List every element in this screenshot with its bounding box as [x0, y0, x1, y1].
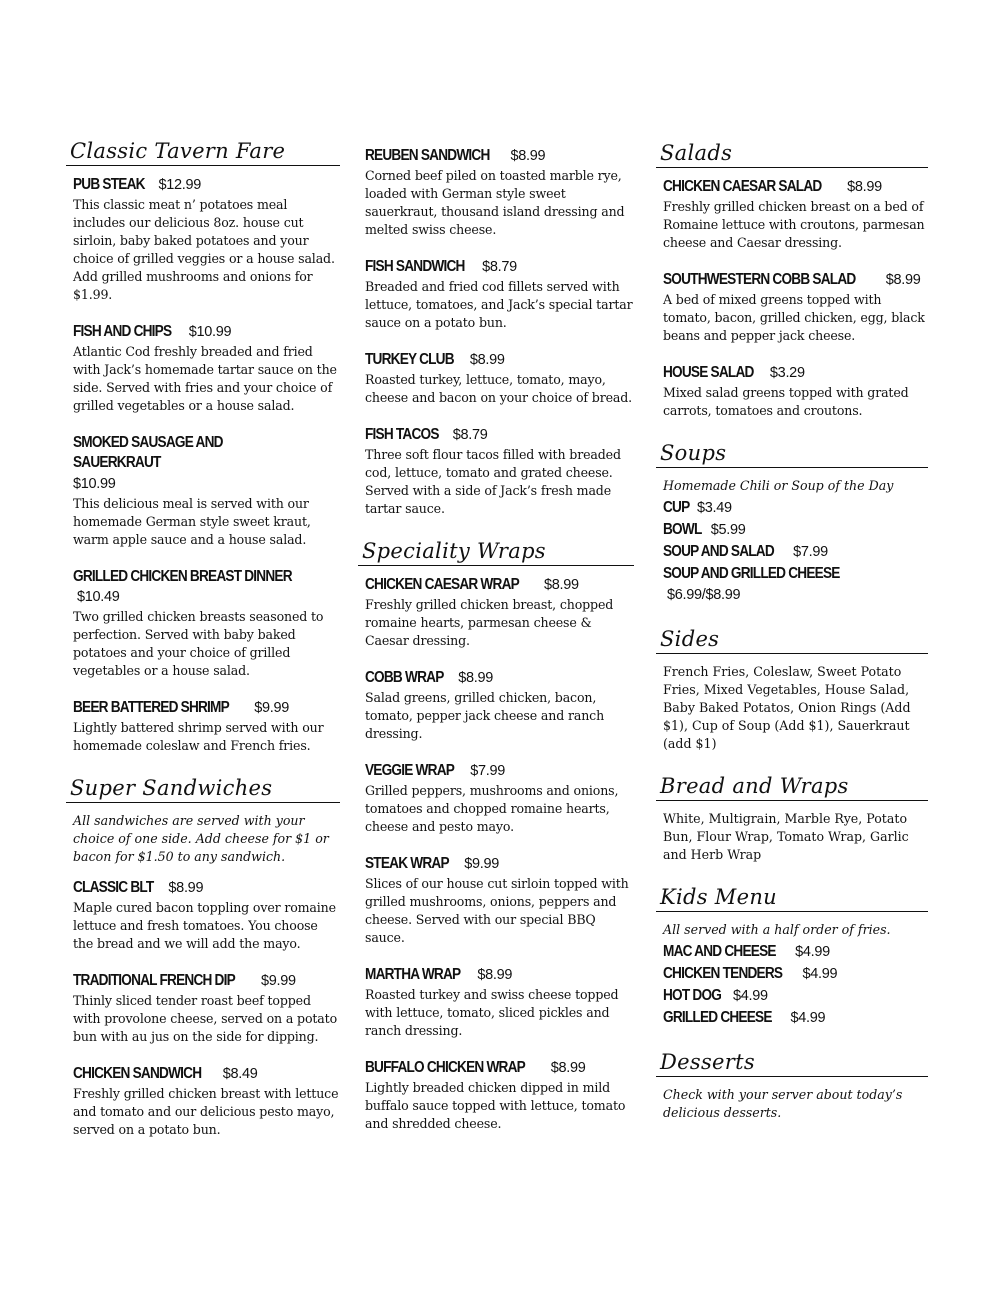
section-header	[656, 626, 928, 654]
item-name: CUP	[663, 499, 690, 516]
menu-item	[358, 854, 634, 947]
section-description: White, Multigrain, Marble Rye, Potato Bun, Flour Wrap, Tomato Wrap, Garlic and Herb Wrap	[663, 811, 909, 862]
item-name: PUB STEAK	[73, 176, 145, 193]
item-name: CHICKEN CAESAR SALAD	[663, 178, 822, 195]
section-title: Kids Menu	[660, 885, 777, 909]
item-name: TRADITIONAL FRENCH DIP	[73, 972, 235, 989]
section-title: Sides	[660, 627, 720, 651]
item-name: HOUSE SALAD	[663, 364, 754, 381]
menu-item	[656, 541, 928, 563]
item-name: SOUP AND SALAD	[663, 543, 774, 560]
item-name: FISH TACOS	[365, 426, 439, 443]
section-title: Desserts	[660, 1050, 755, 1074]
item-description: Grilled peppers, mushrooms and onions, tomatoes and chopped romaine hearts, cheese and pesto mayo.	[365, 783, 619, 834]
menu-item	[656, 519, 928, 541]
item-name: MAC AND CHEESE	[663, 943, 776, 960]
section-super-sandwiches	[66, 775, 340, 1139]
menu-item	[66, 698, 340, 755]
menu-column-middle	[358, 146, 634, 1153]
item-price: $8.99	[543, 577, 579, 593]
section-title: Super Sandwiches	[70, 776, 273, 800]
item-description: Atlantic Cod freshly breaded and fried with Jack’s homemade tartar sauce on the side. Served with fries and your choice of grilled vegetables or a house salad.	[73, 344, 337, 413]
section-description: French Fries, Coleslaw, Sweet Potato Fries, Mixed Vegetables, House Salad, Baby Baked Potatos, Onion Rings (Add $1), Cup of Soup (Add $1), Sauerkraut (add $1)	[663, 664, 911, 751]
item-price: $8.99	[477, 967, 513, 983]
item-description: This classic meat n’ potatoes meal includes our delicious 8oz. house cut sirloin, baby baked potatoes and your choice of grilled veggies or a house salad. Add grilled mushrooms and onions for $1.99.	[73, 197, 335, 302]
section-title: Bread and Wraps	[660, 774, 849, 798]
item-description: Two grilled chicken breasts seasoned to perfection. Served with baby baked potatoes and your choice of grilled vegetables or a house salad.	[73, 609, 324, 678]
item-name: STEAK WRAP	[365, 855, 449, 872]
section-header	[656, 140, 928, 168]
item-name: BEER BATTERED SHRIMP	[73, 699, 229, 716]
menu-item	[656, 563, 928, 606]
menu-item	[66, 1064, 340, 1139]
item-description: Freshly grilled chicken breast, chopped romaine hearts, parmesan cheese & Caesar dressing.	[365, 597, 614, 648]
item-name: CHICKEN TENDERS	[663, 965, 783, 982]
menu-item	[656, 177, 928, 252]
menu-item	[358, 668, 634, 743]
menu-item	[358, 257, 634, 332]
menu-item	[656, 363, 928, 420]
section-title: Speciality Wraps	[362, 539, 546, 563]
item-name: CHICKEN SANDWICH	[73, 1065, 202, 1082]
item-price: $9.99	[254, 700, 289, 716]
section-soups	[656, 440, 928, 606]
section-sides	[656, 626, 928, 753]
item-name: CLASSIC BLT	[73, 879, 154, 896]
item-description: Roasted turkey, lettuce, tomato, mayo, cheese and bacon on your choice of bread.	[365, 372, 633, 405]
item-price: $4.99	[790, 1010, 826, 1026]
item-price: $8.79	[482, 259, 517, 275]
menu-item	[656, 270, 928, 345]
item-name: HOT DOG	[663, 987, 722, 1004]
section-header	[66, 138, 340, 166]
menu-item	[66, 878, 340, 953]
item-price: $8.99	[885, 272, 921, 288]
item-description: Mixed salad greens topped with grated carrots, tomatoes and croutons.	[663, 385, 909, 418]
item-name: BUFFALO CHICKEN WRAP	[365, 1059, 525, 1076]
section-speciality-wraps	[358, 538, 634, 1133]
menu-item	[656, 963, 928, 985]
item-price: $8.99	[550, 1060, 586, 1076]
item-name: TURKEY CLUB	[365, 351, 454, 368]
item-name: MARTHA WRAP	[365, 966, 461, 983]
item-name: FISH SANDWICH	[365, 258, 465, 275]
menu-column-right	[656, 140, 928, 1142]
menu-item	[656, 497, 928, 519]
item-price: $8.99	[469, 352, 505, 368]
section-header	[656, 1049, 928, 1077]
item-price: $8.99	[510, 148, 546, 164]
menu-item	[656, 985, 928, 1007]
section-header	[656, 440, 928, 468]
item-name: SMOKED SAUSAGE AND SAUERKRAUT	[73, 434, 223, 471]
item-name: COBB WRAP	[365, 669, 444, 686]
menu-item	[66, 175, 340, 304]
menu-item	[358, 425, 634, 518]
menu-item	[66, 971, 340, 1046]
item-price: $4.99	[795, 944, 830, 960]
section-title: Classic Tavern Fare	[70, 139, 286, 163]
section-kids-menu	[656, 884, 928, 1029]
section-note: All served with a half order of fries.	[663, 922, 891, 937]
menu-item	[358, 965, 634, 1040]
item-description: Corned beef piled on toasted marble rye, loaded with German style sweet sauerkraut, thousand island dressing and melted swiss cheese.	[365, 168, 625, 237]
item-price: $4.99	[802, 966, 838, 982]
section-title: Soups	[660, 441, 727, 465]
menu-column-left	[66, 138, 340, 1159]
item-price: $8.79	[452, 427, 488, 443]
section-note: All sandwiches are served with your choice of one side. Add cheese for $1 or bacon for $1.50 to any sandwich.	[73, 813, 329, 864]
item-description: This delicious meal is served with our homemade German style sweet kraut, warm apple sauce and a house salad.	[73, 496, 311, 547]
item-description: Slices of our house cut sirloin topped with grilled mushrooms, onions, peppers and cheese. Served with our special BBQ sauce.	[365, 876, 629, 945]
item-description: Freshly grilled chicken breast on a bed of Romaine lettuce with croutons, parmesan cheese and Caesar dressing.	[663, 199, 925, 250]
item-price: $3.29	[769, 365, 805, 381]
section-header	[656, 884, 928, 912]
item-price: $9.99	[261, 973, 296, 989]
item-price: $12.99	[158, 177, 202, 193]
item-description: Roasted turkey and swiss cheese topped with lettuce, tomato, sliced pickles and ranch dressing.	[365, 987, 619, 1038]
menu-item	[66, 433, 340, 549]
item-price: $5.99	[710, 522, 746, 538]
section-header	[66, 775, 340, 803]
item-name: VEGGIE WRAP	[365, 762, 455, 779]
item-description: Salad greens, grilled chicken, bacon, tomato, pepper jack cheese and ranch dressing.	[365, 690, 605, 741]
item-description: Three soft flour tacos filled with breaded cod, lettuce, tomato and grated cheese. Served with a side of Jack’s fresh made tartar sauce.	[365, 447, 621, 516]
menu-item	[66, 567, 340, 680]
menu-item	[358, 1058, 634, 1133]
item-name: SOUP AND GRILLED CHEESE	[663, 565, 840, 582]
item-price: $6.99/$8.99	[667, 587, 741, 603]
item-name: CHICKEN CAESAR WRAP	[365, 576, 519, 593]
section-classic-tavern-fare	[66, 138, 340, 755]
menu-item	[358, 761, 634, 836]
item-name: BOWL	[663, 521, 702, 538]
item-description: Lightly battered shrimp served with our homemade coleslaw and French fries.	[73, 720, 324, 753]
item-price: $9.99	[464, 856, 499, 872]
menu-item	[358, 575, 634, 650]
item-price: $10.49	[77, 589, 120, 605]
item-name: FISH AND CHIPS	[73, 323, 172, 340]
item-price: $8.99	[458, 670, 493, 686]
item-price: $3.49	[697, 500, 732, 516]
item-price: $8.99	[168, 880, 204, 896]
item-price: $8.49	[222, 1066, 258, 1082]
section-header	[656, 773, 928, 801]
section-note: Check with your server about today’s delicious desserts.	[663, 1087, 903, 1120]
item-price: $10.99	[73, 476, 116, 492]
item-description: Freshly grilled chicken breast with lettuce and tomato and our delicious pesto mayo, served on a potato bun.	[73, 1086, 339, 1137]
item-name: GRILLED CHEESE	[663, 1009, 772, 1026]
menu-item	[656, 941, 928, 963]
item-name: SOUTHWESTERN COBB SALAD	[663, 271, 856, 288]
item-name: GRILLED CHICKEN BREAST DINNER	[73, 568, 292, 585]
section-salads	[656, 140, 928, 420]
item-name: REUBEN SANDWICH	[365, 147, 490, 164]
item-price: $8.99	[847, 179, 882, 195]
item-price: $4.99	[733, 988, 768, 1004]
item-description: Maple cured bacon toppling over romaine lettuce and fresh tomatoes. You choose the bread and we will add the mayo.	[73, 900, 336, 951]
item-description: A bed of mixed greens topped with tomato, bacon, grilled chicken, egg, black beans and pepper jack cheese.	[663, 292, 925, 343]
section-title: Salads	[660, 141, 733, 165]
section-desserts	[656, 1049, 928, 1122]
item-price: $10.99	[188, 324, 232, 340]
item-description: Thinly sliced tender roast beef topped with provolone cheese, served on a potato bun with au jus on the side for dipping.	[73, 993, 337, 1044]
item-price: $7.99	[793, 544, 828, 560]
section-bread-and-wraps	[656, 773, 928, 864]
menu-item	[358, 146, 634, 239]
item-price: $7.99	[470, 763, 505, 779]
section-sandwiches-continued	[358, 146, 634, 518]
section-note: Homemade Chili or Soup of the Day	[663, 478, 894, 493]
menu-item	[66, 322, 340, 415]
section-header	[358, 538, 634, 566]
item-description: Breaded and fried cod fillets served with lettuce, tomatoes, and Jack’s special tartar sauce on a potato bun.	[365, 279, 633, 330]
menu-item	[358, 350, 634, 407]
menu-item	[656, 1007, 928, 1029]
item-description: Lightly breaded chicken dipped in mild buffalo sauce topped with lettuce, tomato and shredded cheese.	[365, 1080, 626, 1131]
